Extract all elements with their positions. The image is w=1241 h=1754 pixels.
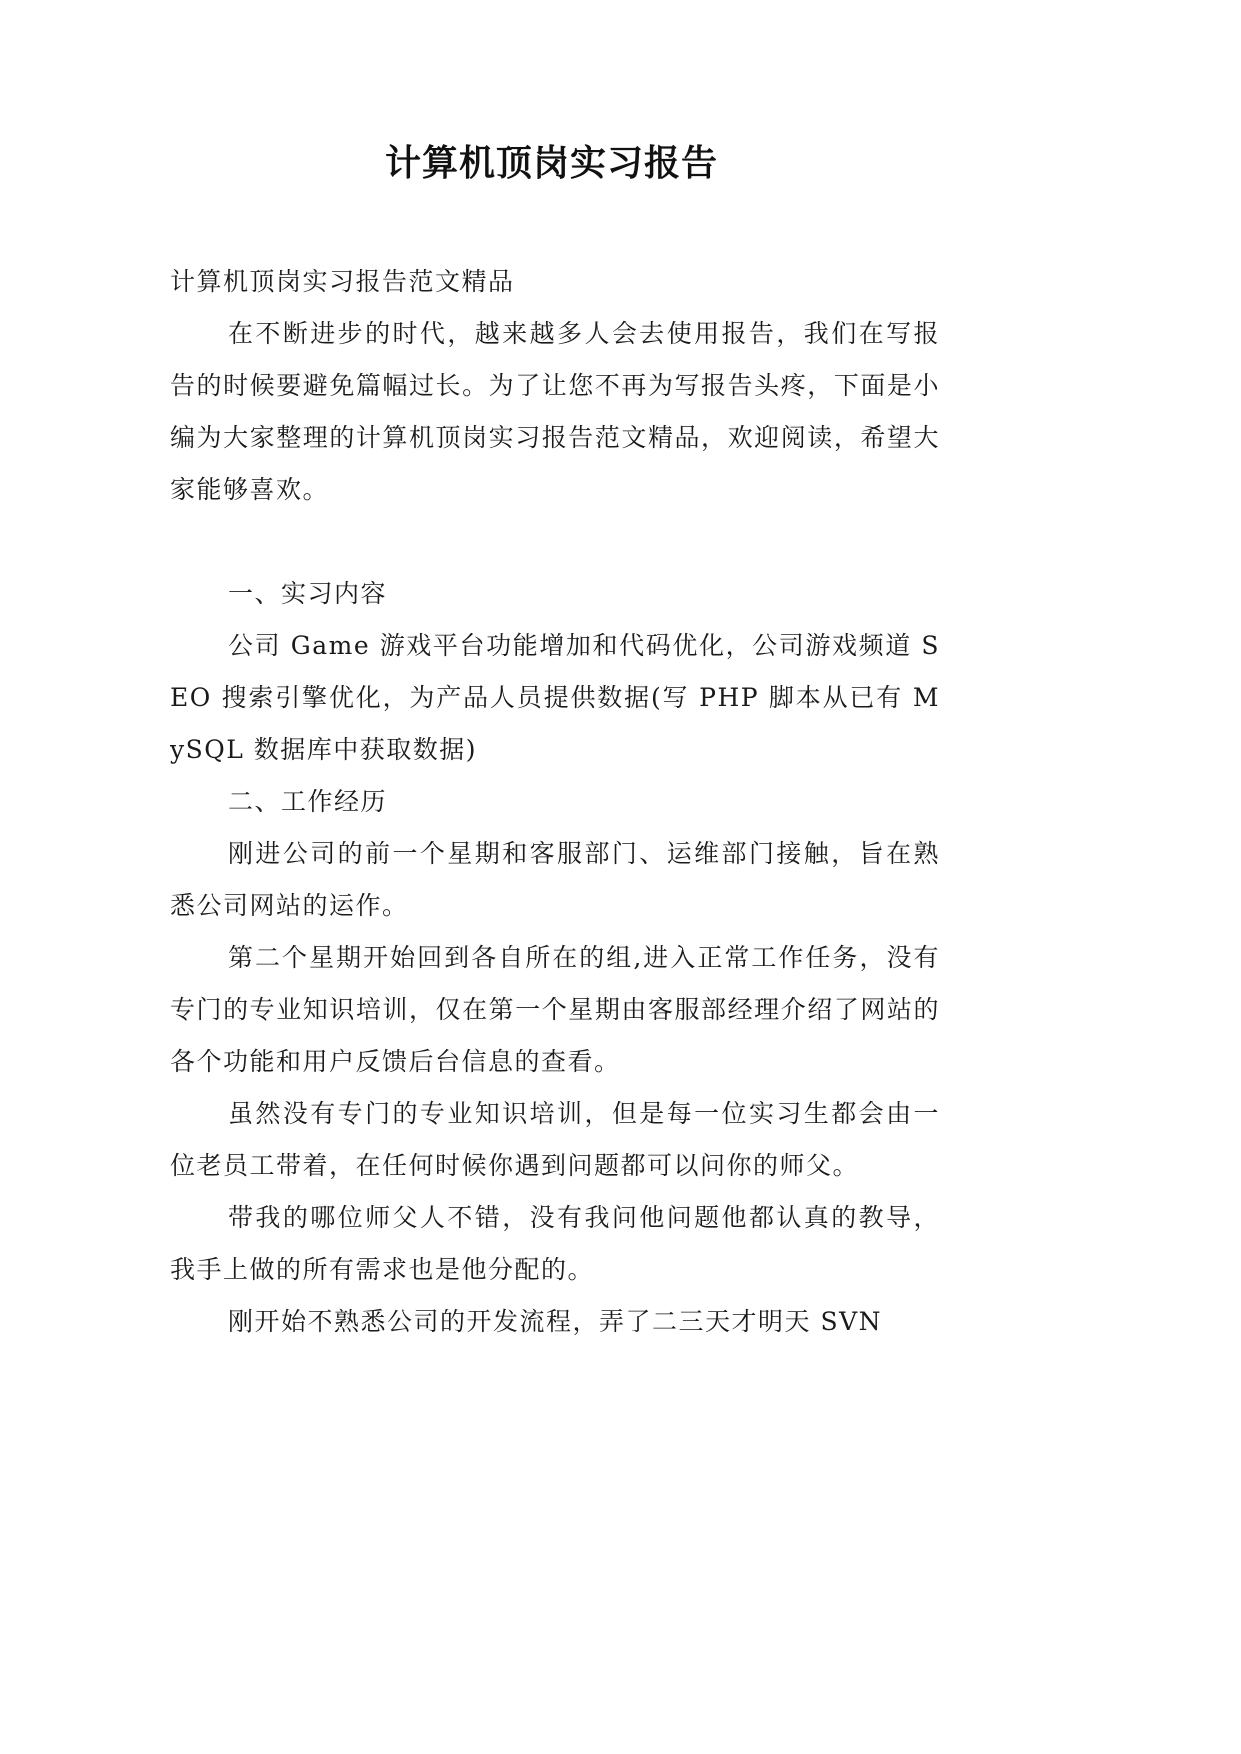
intro-paragraph: 在不断进步的时代，越来越多人会去使用报告，我们在写报告的时候要避免篇幅过长。为了让您不再为写报告头疼，下面是小编为大家整理的计算机顶岗实习报告范文精品，欢迎阅读，希望大家能够喜欢。 <box>170 319 940 504</box>
section-heading-work-experience: 二、工作经历 <box>228 787 388 816</box>
work-experience-paragraph: 刚开始不熟悉公司的开发流程，弄了二三天才明天 SVN <box>228 1307 883 1336</box>
section-paragraph-internship-content: 公司 Game 游戏平台功能增加和代码优化，公司游戏频道 SEO 搜索引擎优化，为产品人员提供数据(写 PHP 脚本从已有 MySQL 数据库中获取数据) <box>170 631 940 764</box>
section-heading-internship-content: 一、实习内容 <box>228 579 388 608</box>
document-subtitle: 计算机顶岗实习报告范文精品 <box>170 267 515 296</box>
paragraph-gap <box>170 516 940 568</box>
document-body <box>170 256 940 1348</box>
work-experience-paragraph: 带我的哪位师父人不错，没有我问他问题他都认真的教导，我手上做的所有需求也是他分配的。 <box>170 1203 940 1284</box>
work-experience-paragraph: 第二个星期开始回到各自所在的组,进入正常工作任务，没有专门的专业知识培训，仅在第一个星期由客服部经理介绍了网站的各个功能和用户反馈后台信息的查看。 <box>170 943 940 1076</box>
document-title: 计算机顶岗实习报告 <box>384 143 718 184</box>
work-experience-paragraph: 虽然没有专门的专业知识培训，但是每一位实习生都会由一位老员工带着，在任何时候你遇到问题都可以问你的师父。 <box>170 1099 940 1180</box>
work-experience-paragraph: 刚进公司的前一个星期和客服部门、运维部门接触，旨在熟悉公司网站的运作。 <box>170 839 940 920</box>
